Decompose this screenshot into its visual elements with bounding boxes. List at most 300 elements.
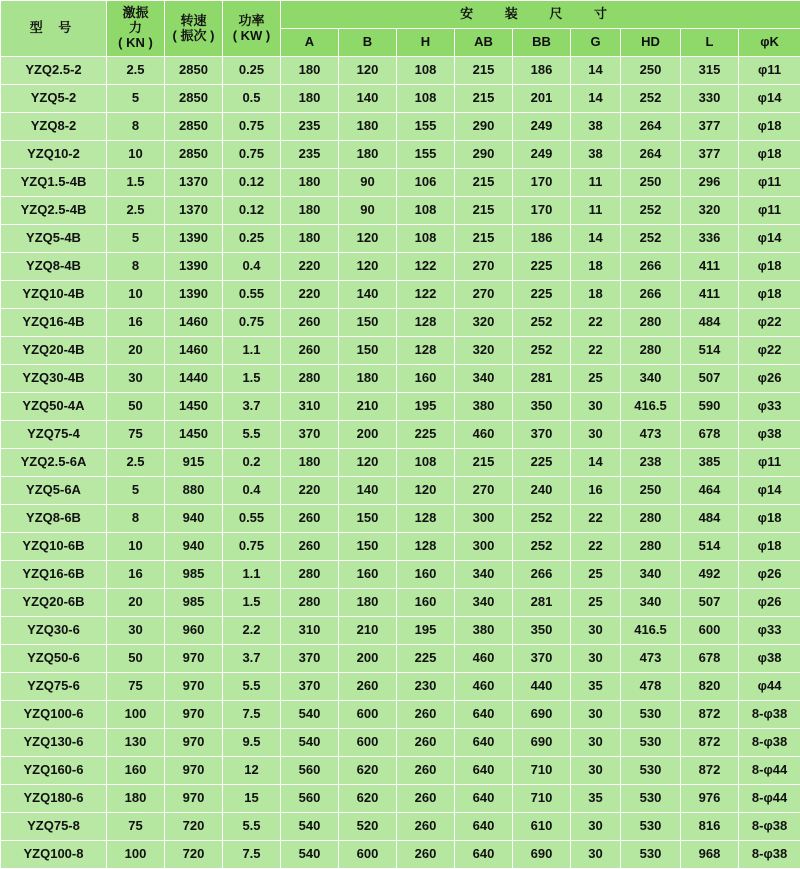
table-row <box>1 561 800 589</box>
cell-dim-k: φ11 <box>739 57 800 85</box>
cell-model: YZQ75-8 <box>1 813 107 841</box>
cell-dim-g: 18 <box>571 253 621 281</box>
cell-dim-g: 38 <box>571 113 621 141</box>
cell-dim-g: 35 <box>571 785 621 813</box>
cell-dim-k: φ18 <box>739 533 800 561</box>
table-row <box>1 505 800 533</box>
cell-dim-a: 540 <box>281 841 339 869</box>
cell-dim-hd: 264 <box>621 113 681 141</box>
cell-power: 0.55 <box>223 505 281 533</box>
cell-dim-l: 411 <box>681 281 739 309</box>
cell-dim-ab: 380 <box>455 617 513 645</box>
table-row <box>1 141 800 169</box>
cell-power: 3.7 <box>223 645 281 673</box>
cell-dim-a: 180 <box>281 85 339 113</box>
cell-dim-l: 377 <box>681 113 739 141</box>
cell-dim-hd: 530 <box>621 785 681 813</box>
cell-dim-h: 260 <box>397 841 455 869</box>
cell-dim-bb: 690 <box>513 729 571 757</box>
cell-speed: 1390 <box>165 281 223 309</box>
cell-dim-l: 315 <box>681 57 739 85</box>
cell-dim-hd: 280 <box>621 309 681 337</box>
cell-speed: 2850 <box>165 57 223 85</box>
cell-dim-g: 30 <box>571 645 621 673</box>
cell-dim-hd: 473 <box>621 645 681 673</box>
cell-dim-a: 370 <box>281 673 339 701</box>
cell-dim-k: φ38 <box>739 421 800 449</box>
cell-exciting-force: 100 <box>107 701 165 729</box>
table-row <box>1 673 800 701</box>
header-model: 型 号 <box>1 1 107 57</box>
cell-dim-b: 120 <box>339 253 397 281</box>
cell-dim-k: φ11 <box>739 197 800 225</box>
cell-dim-a: 260 <box>281 309 339 337</box>
cell-dim-bb: 170 <box>513 197 571 225</box>
cell-dim-ab: 320 <box>455 309 513 337</box>
cell-speed: 1390 <box>165 225 223 253</box>
cell-dim-bb: 240 <box>513 477 571 505</box>
cell-dim-g: 14 <box>571 57 621 85</box>
cell-dim-l: 976 <box>681 785 739 813</box>
cell-model: YZQ2.5-4B <box>1 197 107 225</box>
cell-dim-l: 296 <box>681 169 739 197</box>
cell-dim-h: 122 <box>397 281 455 309</box>
cell-model: YZQ180-6 <box>1 785 107 813</box>
cell-power: 0.75 <box>223 533 281 561</box>
cell-power: 1.1 <box>223 337 281 365</box>
cell-speed: 720 <box>165 841 223 869</box>
cell-dim-b: 200 <box>339 645 397 673</box>
cell-dim-hd: 416.5 <box>621 617 681 645</box>
cell-dim-b: 150 <box>339 505 397 533</box>
cell-dim-bb: 186 <box>513 57 571 85</box>
cell-dim-ab: 215 <box>455 169 513 197</box>
cell-dim-a: 260 <box>281 533 339 561</box>
cell-model: YZQ10-4B <box>1 281 107 309</box>
cell-dim-b: 150 <box>339 309 397 337</box>
cell-dim-h: 128 <box>397 309 455 337</box>
cell-exciting-force: 75 <box>107 421 165 449</box>
table-row <box>1 113 800 141</box>
cell-dim-l: 385 <box>681 449 739 477</box>
cell-dim-b: 140 <box>339 85 397 113</box>
cell-dim-g: 14 <box>571 449 621 477</box>
cell-speed: 1370 <box>165 169 223 197</box>
cell-dim-a: 280 <box>281 561 339 589</box>
cell-power: 0.2 <box>223 449 281 477</box>
cell-dim-h: 120 <box>397 477 455 505</box>
cell-dim-h: 108 <box>397 449 455 477</box>
header-mounting-dimensions: 安 装 尺 寸 <box>281 1 800 29</box>
table-row <box>1 85 800 113</box>
cell-dim-a: 260 <box>281 505 339 533</box>
cell-power: 5.5 <box>223 673 281 701</box>
cell-model: YZQ100-6 <box>1 701 107 729</box>
cell-dim-k: φ14 <box>739 225 800 253</box>
cell-model: YZQ20-6B <box>1 589 107 617</box>
table-row <box>1 729 800 757</box>
cell-dim-h: 260 <box>397 813 455 841</box>
cell-dim-a: 310 <box>281 393 339 421</box>
cell-power: 5.5 <box>223 421 281 449</box>
cell-dim-k: φ22 <box>739 309 800 337</box>
cell-dim-k: φ44 <box>739 673 800 701</box>
header-exciting-force-line2: 力 <box>107 21 164 36</box>
table-row <box>1 309 800 337</box>
cell-exciting-force: 2.5 <box>107 57 165 85</box>
cell-speed: 960 <box>165 617 223 645</box>
cell-dim-hd: 416.5 <box>621 393 681 421</box>
cell-dim-b: 210 <box>339 617 397 645</box>
cell-dim-l: 411 <box>681 253 739 281</box>
cell-dim-hd: 280 <box>621 505 681 533</box>
cell-speed: 880 <box>165 477 223 505</box>
cell-dim-bb: 225 <box>513 281 571 309</box>
cell-power: 0.12 <box>223 197 281 225</box>
cell-speed: 1440 <box>165 365 223 393</box>
cell-dim-hd: 530 <box>621 729 681 757</box>
cell-dim-k: φ38 <box>739 645 800 673</box>
cell-dim-g: 25 <box>571 589 621 617</box>
cell-dim-hd: 478 <box>621 673 681 701</box>
cell-dim-ab: 215 <box>455 57 513 85</box>
cell-dim-h: 108 <box>397 57 455 85</box>
cell-power: 7.5 <box>223 701 281 729</box>
header-col-K: φK <box>739 29 800 57</box>
cell-dim-l: 872 <box>681 701 739 729</box>
header-col-G: G <box>571 29 621 57</box>
cell-dim-a: 260 <box>281 337 339 365</box>
cell-exciting-force: 75 <box>107 673 165 701</box>
table-row <box>1 365 800 393</box>
cell-dim-bb: 252 <box>513 533 571 561</box>
cell-dim-k: 8-φ38 <box>739 813 800 841</box>
cell-dim-h: 108 <box>397 225 455 253</box>
cell-dim-bb: 350 <box>513 617 571 645</box>
cell-power: 2.2 <box>223 617 281 645</box>
cell-model: YZQ30-6 <box>1 617 107 645</box>
cell-model: YZQ16-4B <box>1 309 107 337</box>
header-col-HD: HD <box>621 29 681 57</box>
header-speed <box>165 1 223 57</box>
cell-dim-hd: 280 <box>621 337 681 365</box>
cell-dim-l: 507 <box>681 589 739 617</box>
cell-dim-hd: 530 <box>621 813 681 841</box>
cell-speed: 1450 <box>165 421 223 449</box>
cell-power: 0.75 <box>223 141 281 169</box>
cell-dim-k: φ26 <box>739 561 800 589</box>
cell-dim-k: φ11 <box>739 169 800 197</box>
header-col-B: B <box>339 29 397 57</box>
cell-dim-hd: 340 <box>621 561 681 589</box>
cell-dim-k: 8-φ38 <box>739 701 800 729</box>
cell-dim-bb: 710 <box>513 757 571 785</box>
cell-dim-hd: 250 <box>621 169 681 197</box>
cell-model: YZQ50-4A <box>1 393 107 421</box>
cell-exciting-force: 8 <box>107 505 165 533</box>
cell-dim-g: 14 <box>571 225 621 253</box>
cell-dim-bb: 225 <box>513 253 571 281</box>
cell-dim-b: 120 <box>339 57 397 85</box>
cell-dim-ab: 215 <box>455 225 513 253</box>
cell-dim-hd: 340 <box>621 365 681 393</box>
cell-exciting-force: 50 <box>107 645 165 673</box>
cell-dim-bb: 170 <box>513 169 571 197</box>
cell-dim-ab: 640 <box>455 757 513 785</box>
cell-dim-g: 30 <box>571 421 621 449</box>
cell-power: 1.5 <box>223 589 281 617</box>
cell-exciting-force: 20 <box>107 337 165 365</box>
cell-dim-h: 230 <box>397 673 455 701</box>
cell-dim-k: φ18 <box>739 253 800 281</box>
cell-dim-k: φ18 <box>739 113 800 141</box>
table-row <box>1 533 800 561</box>
cell-dim-k: φ18 <box>739 281 800 309</box>
cell-dim-a: 180 <box>281 197 339 225</box>
cell-dim-h: 195 <box>397 617 455 645</box>
header-col-BB: BB <box>513 29 571 57</box>
cell-dim-bb: 225 <box>513 449 571 477</box>
header-power-label: 功率 <box>223 14 280 29</box>
cell-dim-a: 180 <box>281 57 339 85</box>
header-speed-unit: ( 振次 ) <box>165 29 222 44</box>
cell-power: 3.7 <box>223 393 281 421</box>
cell-dim-ab: 340 <box>455 365 513 393</box>
cell-power: 0.75 <box>223 113 281 141</box>
table-row <box>1 813 800 841</box>
cell-dim-bb: 610 <box>513 813 571 841</box>
cell-dim-ab: 300 <box>455 533 513 561</box>
cell-dim-h: 128 <box>397 337 455 365</box>
cell-exciting-force: 160 <box>107 757 165 785</box>
cell-dim-h: 225 <box>397 421 455 449</box>
cell-dim-g: 22 <box>571 337 621 365</box>
cell-dim-bb: 252 <box>513 505 571 533</box>
cell-dim-hd: 264 <box>621 141 681 169</box>
cell-power: 0.25 <box>223 225 281 253</box>
cell-dim-l: 968 <box>681 841 739 869</box>
cell-dim-hd: 530 <box>621 841 681 869</box>
cell-power: 0.4 <box>223 477 281 505</box>
cell-speed: 2850 <box>165 113 223 141</box>
cell-dim-ab: 270 <box>455 253 513 281</box>
cell-dim-ab: 640 <box>455 841 513 869</box>
cell-dim-bb: 281 <box>513 365 571 393</box>
cell-dim-b: 180 <box>339 113 397 141</box>
cell-speed: 1460 <box>165 309 223 337</box>
cell-model: YZQ5-4B <box>1 225 107 253</box>
cell-model: YZQ75-6 <box>1 673 107 701</box>
cell-dim-b: 600 <box>339 729 397 757</box>
cell-exciting-force: 180 <box>107 785 165 813</box>
cell-exciting-force: 20 <box>107 589 165 617</box>
cell-power: 15 <box>223 785 281 813</box>
cell-speed: 1460 <box>165 337 223 365</box>
cell-dim-b: 600 <box>339 841 397 869</box>
cell-model: YZQ10-6B <box>1 533 107 561</box>
cell-dim-h: 260 <box>397 729 455 757</box>
cell-exciting-force: 8 <box>107 113 165 141</box>
table-row <box>1 477 800 505</box>
cell-model: YZQ1.5-4B <box>1 169 107 197</box>
cell-dim-bb: 370 <box>513 645 571 673</box>
cell-dim-g: 22 <box>571 505 621 533</box>
cell-dim-ab: 460 <box>455 421 513 449</box>
cell-dim-l: 514 <box>681 337 739 365</box>
cell-dim-a: 280 <box>281 365 339 393</box>
cell-exciting-force: 16 <box>107 561 165 589</box>
cell-dim-a: 560 <box>281 785 339 813</box>
cell-model: YZQ16-6B <box>1 561 107 589</box>
table-row <box>1 421 800 449</box>
cell-dim-hd: 280 <box>621 533 681 561</box>
cell-dim-h: 128 <box>397 533 455 561</box>
cell-dim-ab: 640 <box>455 729 513 757</box>
cell-dim-l: 678 <box>681 421 739 449</box>
cell-dim-h: 260 <box>397 701 455 729</box>
cell-model: YZQ5-6A <box>1 477 107 505</box>
cell-dim-ab: 340 <box>455 561 513 589</box>
cell-dim-l: 872 <box>681 729 739 757</box>
cell-dim-g: 30 <box>571 701 621 729</box>
cell-dim-bb: 710 <box>513 785 571 813</box>
cell-power: 0.12 <box>223 169 281 197</box>
table-row <box>1 757 800 785</box>
cell-dim-bb: 690 <box>513 701 571 729</box>
cell-dim-g: 22 <box>571 533 621 561</box>
cell-dim-l: 507 <box>681 365 739 393</box>
cell-dim-l: 678 <box>681 645 739 673</box>
cell-dim-g: 22 <box>571 309 621 337</box>
cell-dim-ab: 340 <box>455 589 513 617</box>
cell-dim-hd: 340 <box>621 589 681 617</box>
cell-dim-bb: 370 <box>513 421 571 449</box>
table-row <box>1 589 800 617</box>
cell-dim-l: 816 <box>681 813 739 841</box>
cell-dim-k: φ11 <box>739 449 800 477</box>
cell-dim-a: 540 <box>281 701 339 729</box>
cell-dim-b: 210 <box>339 393 397 421</box>
cell-dim-b: 160 <box>339 561 397 589</box>
header-col-H: H <box>397 29 455 57</box>
cell-dim-h: 108 <box>397 197 455 225</box>
cell-dim-a: 370 <box>281 421 339 449</box>
cell-power: 0.5 <box>223 85 281 113</box>
cell-dim-hd: 250 <box>621 57 681 85</box>
cell-dim-k: 8-φ44 <box>739 757 800 785</box>
cell-dim-ab: 640 <box>455 813 513 841</box>
cell-dim-l: 484 <box>681 505 739 533</box>
table-row <box>1 225 800 253</box>
cell-dim-l: 492 <box>681 561 739 589</box>
cell-dim-b: 180 <box>339 365 397 393</box>
cell-dim-ab: 640 <box>455 701 513 729</box>
cell-exciting-force: 10 <box>107 141 165 169</box>
cell-dim-hd: 530 <box>621 701 681 729</box>
cell-power: 0.25 <box>223 57 281 85</box>
cell-dim-h: 160 <box>397 365 455 393</box>
cell-exciting-force: 10 <box>107 281 165 309</box>
table-row <box>1 337 800 365</box>
cell-speed: 2850 <box>165 85 223 113</box>
cell-dim-hd: 252 <box>621 225 681 253</box>
cell-model: YZQ2.5-2 <box>1 57 107 85</box>
cell-dim-g: 30 <box>571 617 621 645</box>
cell-exciting-force: 1.5 <box>107 169 165 197</box>
cell-dim-h: 155 <box>397 141 455 169</box>
cell-dim-bb: 350 <box>513 393 571 421</box>
cell-power: 0.55 <box>223 281 281 309</box>
table-row <box>1 449 800 477</box>
cell-dim-k: φ22 <box>739 337 800 365</box>
cell-model: YZQ100-8 <box>1 841 107 869</box>
cell-speed: 940 <box>165 533 223 561</box>
header-power <box>223 1 281 57</box>
cell-dim-bb: 186 <box>513 225 571 253</box>
cell-model: YZQ20-4B <box>1 337 107 365</box>
cell-dim-a: 370 <box>281 645 339 673</box>
cell-exciting-force: 10 <box>107 533 165 561</box>
cell-dim-a: 220 <box>281 281 339 309</box>
cell-speed: 985 <box>165 589 223 617</box>
cell-dim-b: 620 <box>339 757 397 785</box>
cell-speed: 1390 <box>165 253 223 281</box>
cell-dim-h: 195 <box>397 393 455 421</box>
cell-dim-k: φ18 <box>739 505 800 533</box>
table-row <box>1 841 800 869</box>
header-power-unit: ( KW ) <box>223 29 280 44</box>
cell-dim-l: 600 <box>681 617 739 645</box>
cell-speed: 970 <box>165 673 223 701</box>
cell-model: YZQ8-6B <box>1 505 107 533</box>
cell-power: 9.5 <box>223 729 281 757</box>
cell-dim-hd: 266 <box>621 253 681 281</box>
table-row <box>1 57 800 85</box>
cell-dim-k: φ33 <box>739 393 800 421</box>
cell-dim-a: 180 <box>281 449 339 477</box>
table-row <box>1 617 800 645</box>
cell-dim-h: 108 <box>397 85 455 113</box>
cell-dim-a: 280 <box>281 589 339 617</box>
cell-speed: 1450 <box>165 393 223 421</box>
cell-dim-h: 260 <box>397 785 455 813</box>
cell-dim-g: 35 <box>571 673 621 701</box>
cell-dim-ab: 290 <box>455 141 513 169</box>
cell-speed: 2850 <box>165 141 223 169</box>
cell-dim-g: 38 <box>571 141 621 169</box>
header-exciting-force <box>107 1 165 57</box>
cell-model: YZQ130-6 <box>1 729 107 757</box>
cell-dim-bb: 440 <box>513 673 571 701</box>
cell-dim-b: 90 <box>339 169 397 197</box>
cell-dim-g: 14 <box>571 85 621 113</box>
cell-speed: 940 <box>165 505 223 533</box>
table-row <box>1 253 800 281</box>
cell-dim-b: 620 <box>339 785 397 813</box>
cell-dim-h: 160 <box>397 589 455 617</box>
cell-dim-l: 377 <box>681 141 739 169</box>
cell-exciting-force: 30 <box>107 617 165 645</box>
cell-exciting-force: 5 <box>107 85 165 113</box>
cell-dim-hd: 252 <box>621 85 681 113</box>
cell-dim-k: φ14 <box>739 477 800 505</box>
cell-dim-ab: 380 <box>455 393 513 421</box>
cell-dim-h: 160 <box>397 561 455 589</box>
cell-dim-b: 150 <box>339 533 397 561</box>
cell-model: YZQ10-2 <box>1 141 107 169</box>
cell-dim-bb: 249 <box>513 141 571 169</box>
cell-model: YZQ5-2 <box>1 85 107 113</box>
